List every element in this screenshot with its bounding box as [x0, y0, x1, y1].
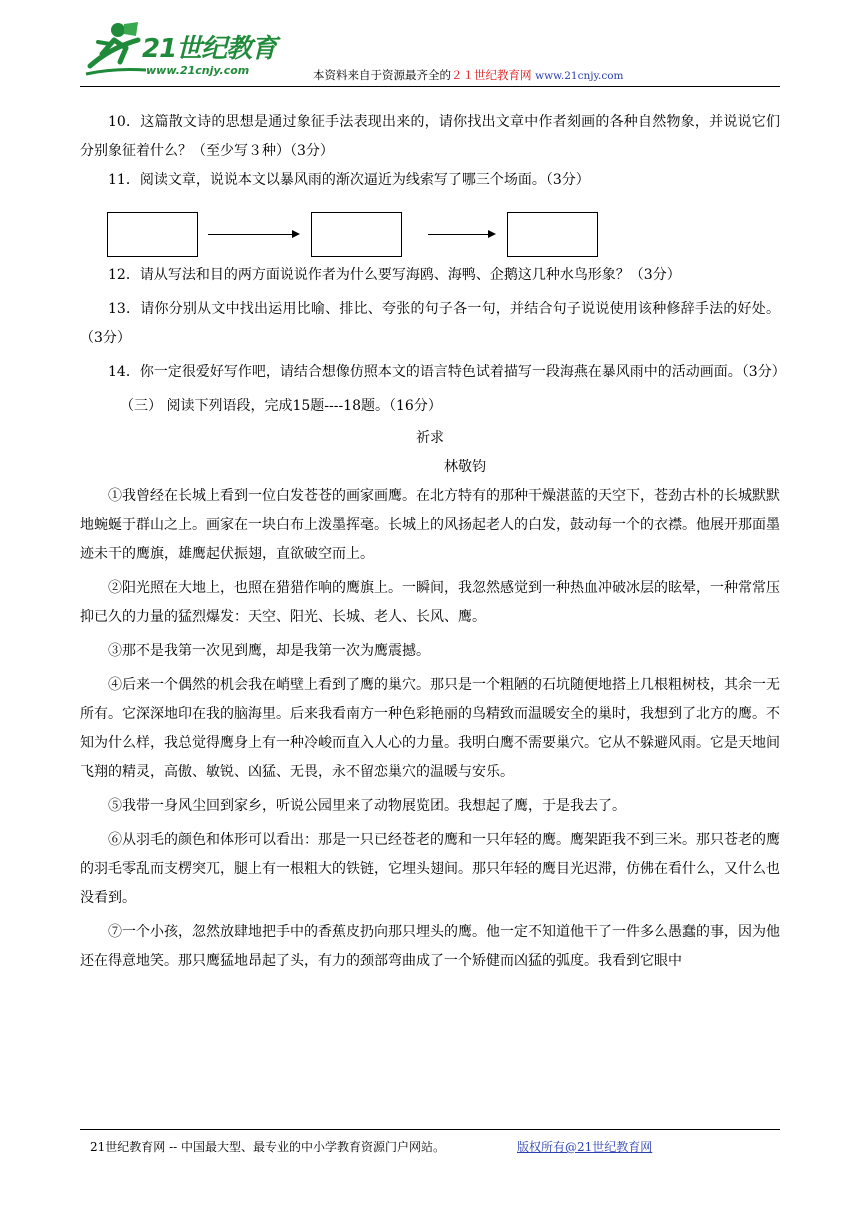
header-site-link[interactable]: ２１世纪教育网	[451, 68, 532, 82]
flow-arrow-1	[208, 234, 298, 235]
header-note-prefix: 本资料来自于资源最齐全的	[313, 68, 451, 82]
header-note	[313, 67, 624, 83]
question-14: 14．你一定很爱好写作吧，请结合想像仿照本文的语言特色试着描写一段海燕在暴风雨中的活动画面。（3分）	[108, 364, 786, 380]
question-11: 11．阅读文章，说说本文以暴风雨的渐次逼近为线索写了哪三个场面。（3分）	[108, 172, 590, 188]
answer-box-2[interactable]	[311, 212, 402, 257]
site-logo[interactable]	[80, 18, 310, 82]
header-divider	[80, 86, 780, 87]
copyright-link[interactable]: 版权所有@21世纪教育网	[517, 1140, 653, 1154]
paragraph-1: ①我曾经在长城上看到一位白发苍苍的画家画鹰。在北方特有的那种干燥湛蓝的天空下，苍劲古朴的长城默默地蜿蜒于群山之上。画家在一块白布上泼墨挥毫。长城上的风扬起老人的白发，鼓动每一个的衣襟。他展开那面墨迹未干的鹰旗，雄鹰起伏振翅，直欲破空而上。	[80, 488, 780, 562]
paragraph-4: ④后来一个偶然的机会我在峭壁上看到了鹰的巢穴。那只是一个粗陋的石坑随便地搭上几根粗树枝，其余一无所有。它深深地印在我的脑海里。后来我看南方一种色彩艳丽的鸟精致而温暖安全的巢时，我想到了北方的鹰。不知为什么样，我总觉得鹰身上有一种冷峻而直入人心的力量。我明白鹰不需要巢穴。它从不躲避风雨。它是天地间飞翔的精灵，高傲、敏锐、凶猛、无畏，永不留恋巢穴的温暖与安乐。	[80, 677, 780, 780]
question-12: 12．请从写法和目的两方面说说作者为什么要写海鸥、海鸭、企鹅这几种水鸟形象？（3分）	[108, 267, 681, 283]
header-url-link[interactable]: www.21cnjy.com	[535, 70, 624, 82]
paragraph-2: ②阳光照在大地上，也照在猎猎作响的鹰旗上。一瞬间，我忽然感觉到一种热血冲破冰层的眩晕，一种常常压抑已久的力量的猛烈爆发：天空、阳光、长城、老人、长风、鹰。	[80, 580, 780, 625]
runner-icon	[80, 18, 150, 82]
logo-url-text: www.21cnjy.com	[146, 64, 250, 77]
paragraph-6: ⑥从羽毛的颜色和体形可以看出：那是一只已经苍老的鹰和一只年轻的鹰。鹰架距我不到三米。那只苍老的鹰的羽毛零乱而支楞突兀，腿上有一根粗大的铁链，它埋头翅间。那只年轻的鹰目光迟滞，仿佛在看什么，又什么也没看到。	[80, 832, 780, 906]
passage-author: 林敬钧	[444, 459, 486, 475]
answer-box-1[interactable]	[107, 212, 198, 257]
page-header	[80, 18, 780, 88]
footer-divider	[80, 1129, 780, 1130]
question-13: 13．请你分别从文中找出运用比喻、排比、夸张的句子各一句，并结合句子说说使用该种修辞手法的好处。（3分）	[80, 301, 780, 346]
flow-arrow-2	[428, 234, 494, 235]
passage-title: 祈求	[416, 430, 444, 446]
paragraph-5: ⑤我带一身风尘回到家乡，听说公园里来了动物展览团。我想起了鹰，于是我去了。	[108, 798, 626, 814]
question-10: 10．这篇散文诗的思想是通过象征手法表现出来的，请你找出文章中作者刻画的各种自然物象，并说说它们分别象征着什么？（至少写３种）（3分）	[80, 114, 780, 159]
paragraph-7: ⑦一个小孩，忽然放肆地把手中的香蕉皮扔向那只埋头的鹰。他一定不知道他干了一件多么愚蠢的事，因为他还在得意地笑。那只鹰猛地昂起了头，有力的颈部弯曲成了一个矫健而凶猛的弧度。我看到它眼中	[80, 924, 780, 969]
logo-brand-text: 21世纪教育	[142, 34, 277, 64]
section-heading: （三） 阅读下列语段，完成15题----18题。（16分）	[120, 398, 442, 414]
paragraph-3: ③那不是我第一次见到鹰，却是我第一次为鹰震撼。	[108, 643, 430, 659]
footer-text: 21世纪教育网 -- 中国最大型、最专业的中小学教育资源门户网站。	[90, 1140, 446, 1154]
answer-flow	[107, 212, 607, 262]
answer-box-3[interactable]	[507, 212, 598, 257]
